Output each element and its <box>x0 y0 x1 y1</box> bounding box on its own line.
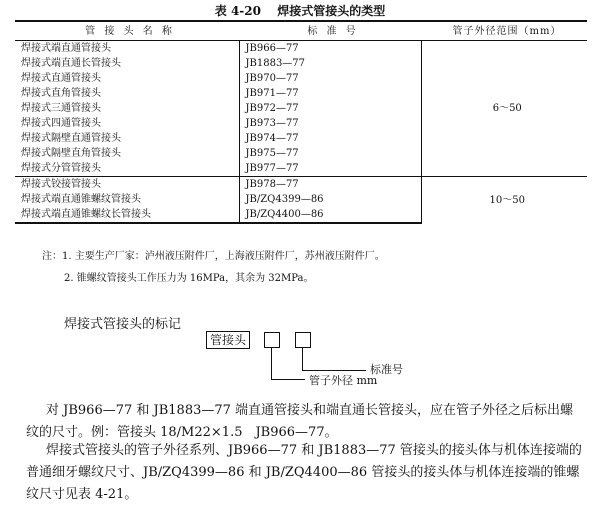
od-placeholder-box <box>264 332 280 348</box>
row-name: 焊接式直角管接头 <box>21 88 101 99</box>
header-range: 管子外径范围（mm） <box>421 21 587 41</box>
row-std: JB974—77 <box>239 131 421 146</box>
pipe-od-label: 管子外径 mm <box>309 374 378 387</box>
fittings-table <box>15 20 587 224</box>
table-caption: 焊接式管接头的类型 <box>277 4 386 18</box>
std-leader-line <box>302 370 366 371</box>
header-name: 管 接 头 名 称 <box>15 21 239 41</box>
table-row <box>15 41 587 57</box>
marking-diagram <box>200 326 500 396</box>
row-name: 焊接式三通管接头 <box>21 103 101 114</box>
range-cell: 10～50 <box>421 177 587 224</box>
od-leader-line <box>271 379 305 380</box>
row-name: 焊接式直通管接头 <box>21 73 101 84</box>
fitting-label-box: 管接头 <box>206 331 250 349</box>
note-2: 2. 锥螺纹管接头工作压力为 16MPa，其余为 32MPa。 <box>64 273 314 284</box>
row-name: 焊接式端直通锥螺纹管接头 <box>21 194 141 205</box>
row-name: 焊接式分管管接头 <box>21 163 101 174</box>
row-std: JB966—77 <box>239 41 421 57</box>
row-std: JB/ZQ4400—86 <box>239 207 421 223</box>
row-std: JB972—77 <box>239 101 421 116</box>
standard-number-label: 标准号 <box>370 363 403 376</box>
row-std: JB/ZQ4399—86 <box>239 192 421 207</box>
table-title <box>0 2 600 19</box>
row-name: 焊接式隔壁直角管接头 <box>21 148 121 159</box>
row-std: JB970—77 <box>239 71 421 86</box>
range-cell: 6～50 <box>421 41 587 177</box>
row-std: JB973—77 <box>239 116 421 131</box>
row-std: JB978—77 <box>239 177 421 193</box>
header-standard: 标 准 号 <box>239 21 421 41</box>
table-number: 表 4-20 <box>214 4 261 18</box>
note-1: 注：1. 主要生产厂家：泸州液压附件厂，上海液压附件厂，苏州液压附件厂。 <box>42 251 385 262</box>
table-notes <box>42 246 385 290</box>
row-std: JB971—77 <box>239 86 421 101</box>
row-std: JB1883—77 <box>239 56 421 71</box>
row-name: 焊接式隔壁直通管接头 <box>21 133 121 144</box>
table-row <box>15 177 587 193</box>
row-std: JB975—77 <box>239 146 421 161</box>
row-name: 焊接式端直通锥螺纹长管接头 <box>15 207 239 223</box>
od-leader-line <box>271 348 272 380</box>
row-name: 焊接式四通管接头 <box>21 118 101 129</box>
paragraph-1: 对 JB966—77 和 JB1883—77 端直通管接头和端直通长管接头，应在管子外径之后标出螺纹的尺寸。例：管接头 18/M22×1.5 JB966—77。 <box>26 403 574 440</box>
row-name: 焊接式端直通管接头 <box>21 43 111 54</box>
row-name: 焊接式端直通长管接头 <box>21 58 121 69</box>
table-header-row <box>15 21 587 41</box>
std-placeholder-box <box>295 332 311 348</box>
row-std: JB977—77 <box>239 161 421 177</box>
section-heading: 焊接式管接头的标记 <box>64 317 182 332</box>
std-leader-line <box>302 348 303 371</box>
row-name: 焊接式铰接管接头 <box>15 177 239 193</box>
paragraph-2: 焊接式管接头的管子外径系列、JB966—77 和 JB1883—77 管接头的接头体与机体连接端的普通细牙螺纹尺寸、JB/ZQ4399—86 和 JB/ZQ4400—86 管接头的接头体与机体连接端的锥螺纹尺寸见表 4-21。 <box>26 443 582 502</box>
